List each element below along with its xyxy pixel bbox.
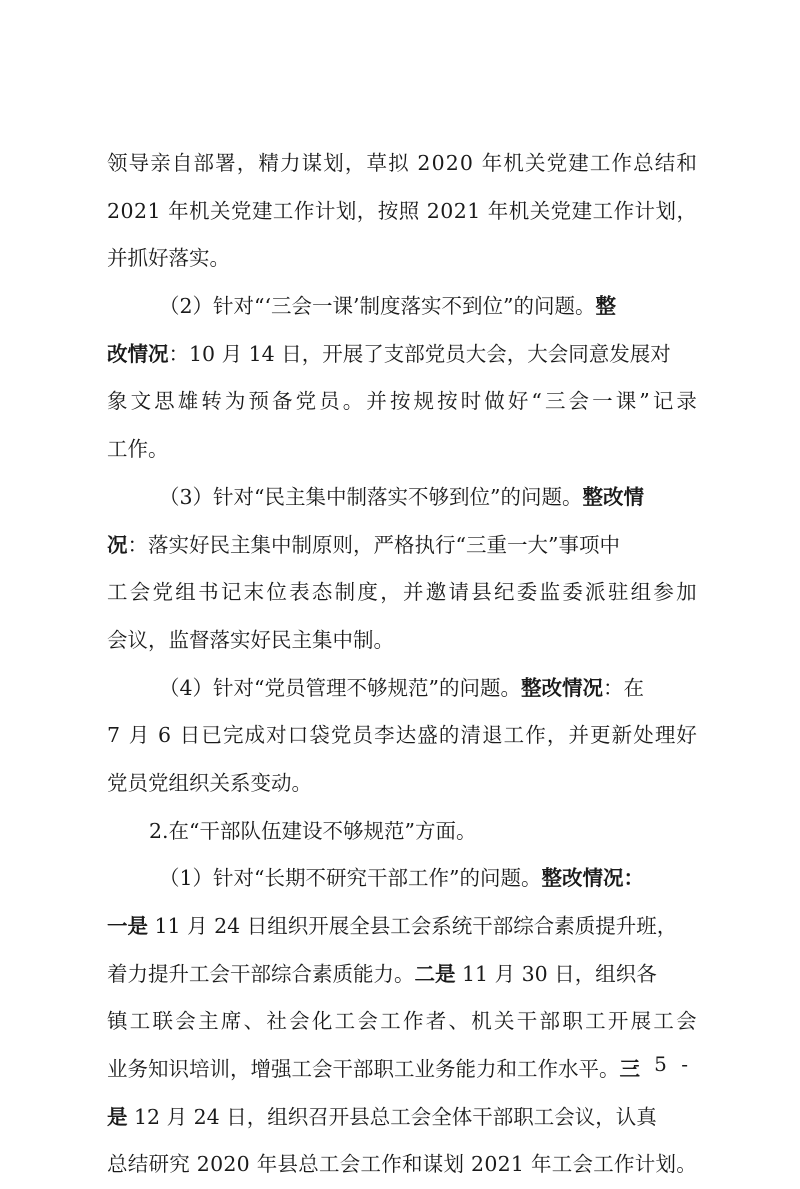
text-line: 7 月 6 日 已 完 成 对 口 袋 党 员 李 达 盛 的 清 退 工 作 ， 并 更 新 处 理 好: [107, 723, 697, 748]
text-line: （1）针对“长期不研究干部工作”的问题。 整改情况：: [159, 866, 645, 891]
text-line: 会议，监督落实好民主集中制。: [107, 627, 394, 652]
text-line: 2 0 2 1 年 机 关 党 建 工 作 计 划 ， 按 照 2 0 2 1 年 机 关 党 建 工 作 计 划 ，: [107, 198, 697, 223]
text-line: 并抓好落实。: [107, 246, 230, 271]
text-line: 党员党组织关系变动。: [107, 770, 312, 795]
text-line: 工 会 党 组 书 记 末 位 表 态 制 度 ， 并 邀 请 县 纪 委 监 委 派 驻 组 参 加: [107, 580, 697, 605]
text-line: 况 ：落实好民主集中制原则，严格执行“三重一大”事项中: [107, 532, 620, 557]
text-line: 工作。: [107, 437, 169, 462]
text-line: （4）针对“党员管理不够规范”的问题。 整改情况 ：在: [159, 675, 645, 700]
text-line: 象 文 思 雄 转 为 预 备 党 员 。 并 按 规 按 时 做 好 “ 三 会 一 课 ” 记 录: [107, 389, 697, 414]
text-line: 着力提升工会干部综合素质能力。 二是 11 月 30 日，组织各: [107, 961, 657, 986]
text-line: 改情况 ：10 月 14 日，开展了支部党员大会，大会同意发展对: [107, 341, 671, 366]
text-line: 一是 11 月 24 日组织开展全县工会系统干部综合素质提升班，: [107, 914, 678, 938]
text-line: 领 导 亲 自 部 署 ， 精 力 谋 划 ， 草 拟 2 0 2 0 年 机 关 党 建 工 作 总 结 和: [107, 151, 697, 175]
document-body: [107, 140, 697, 1189]
text-line: 是 12 月 24 日，组织召开县总工会全体干部职工会议，认真: [107, 1104, 657, 1129]
text-line: （2）针对“‘三会一课’制度落实不到位”的问题。 整: [159, 294, 617, 319]
text-line: 镇 工 联 会 主 席 、 社 会 化 工 会 工 作 者 、 机 关 干 部 职 工 开 展 工 会: [107, 1009, 697, 1034]
page-number: - 5 -: [633, 1052, 692, 1076]
section-heading: 2.在“干部队伍建设不够规范”方面。: [149, 818, 477, 843]
text-line: 业务知识培训，增强工会干部职工业务能力和工作水平。 三: [107, 1057, 640, 1082]
text-line: 总 结 研 究 2 0 2 0 年 县 总 工 会 工 作 和 谋 划 2 0 2 1 年 工 会 工 作 计 划 。: [107, 1152, 697, 1177]
text-line: （3）针对“民主集中制落实不够到位”的问题。 整改情: [159, 484, 645, 509]
